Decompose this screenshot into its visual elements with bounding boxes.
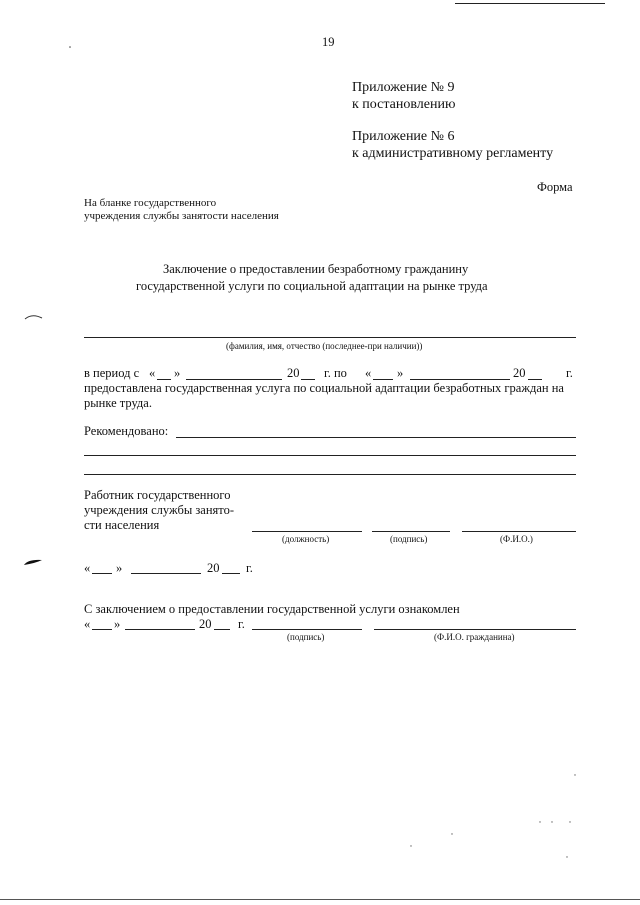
ack-line-1: С заключением о предоставлении государственной услуги ознакомлен (84, 602, 460, 616)
date1-year-suffix: г. (246, 561, 253, 575)
blank-line-1: На бланке государственного (84, 197, 217, 209)
appendix-line-1: Приложение № 9 (352, 80, 455, 95)
period-quote-close-2: » (397, 366, 404, 380)
ack-quote-open: « (84, 617, 91, 631)
period-year-prefix: 20 (287, 366, 300, 380)
appendix-line-2: к постановлению (352, 97, 456, 112)
document-title-line-2: государственной услуги по социальной адаптации на рынке труда (136, 279, 488, 293)
period-line-3: рынке труда. (84, 396, 152, 410)
ack-quote-close: » (114, 617, 121, 631)
period-quote-close: » (174, 366, 181, 380)
recommended-label: Рекомендовано: (84, 424, 169, 438)
worker-line-1: Работник государственного (84, 488, 231, 502)
period-quote-open: « (149, 366, 156, 380)
worker-position-caption: (должность) (282, 534, 330, 544)
appendix-line-4: к административному регламенту (352, 146, 554, 161)
period-year2-suffix: г. (566, 366, 573, 380)
ack-year-suffix: г. (238, 617, 245, 631)
date1-quote-close: » (116, 561, 123, 575)
period-year-suffix: г. по (324, 366, 347, 380)
period-quote-open-2: « (365, 366, 372, 380)
worker-line-2: учреждения службы занято- (84, 503, 234, 517)
ack-year-prefix: 20 (199, 617, 212, 631)
worker-fio-caption: (Ф.И.О.) (500, 534, 533, 544)
worker-signature-caption: (подпись) (390, 534, 428, 544)
worker-line-3: сти населения (84, 518, 160, 532)
appendix-line-3: Приложение № 6 (352, 129, 455, 144)
period-line-2: предоставлена государственная услуга по социальной адаптации безработных граждан на (84, 381, 564, 395)
ack-fio-caption: (Ф.И.О. гражданина) (434, 632, 515, 642)
period-prefix: в период с (84, 366, 140, 380)
ack-signature-caption: (подпись) (287, 632, 325, 642)
page-number: 19 (322, 35, 335, 49)
date1-quote-open: « (84, 561, 91, 575)
fio-caption: (фамилия, имя, отчество (последнее-при наличии)) (226, 341, 423, 351)
period-year2-prefix: 20 (513, 366, 526, 380)
document-title-line-1: Заключение о предоставлении безработному гражданину (163, 262, 469, 276)
date1-year-prefix: 20 (207, 561, 220, 575)
form-label: Форма (537, 180, 573, 194)
blank-line-2: учреждения службы занятости населения (84, 210, 279, 222)
